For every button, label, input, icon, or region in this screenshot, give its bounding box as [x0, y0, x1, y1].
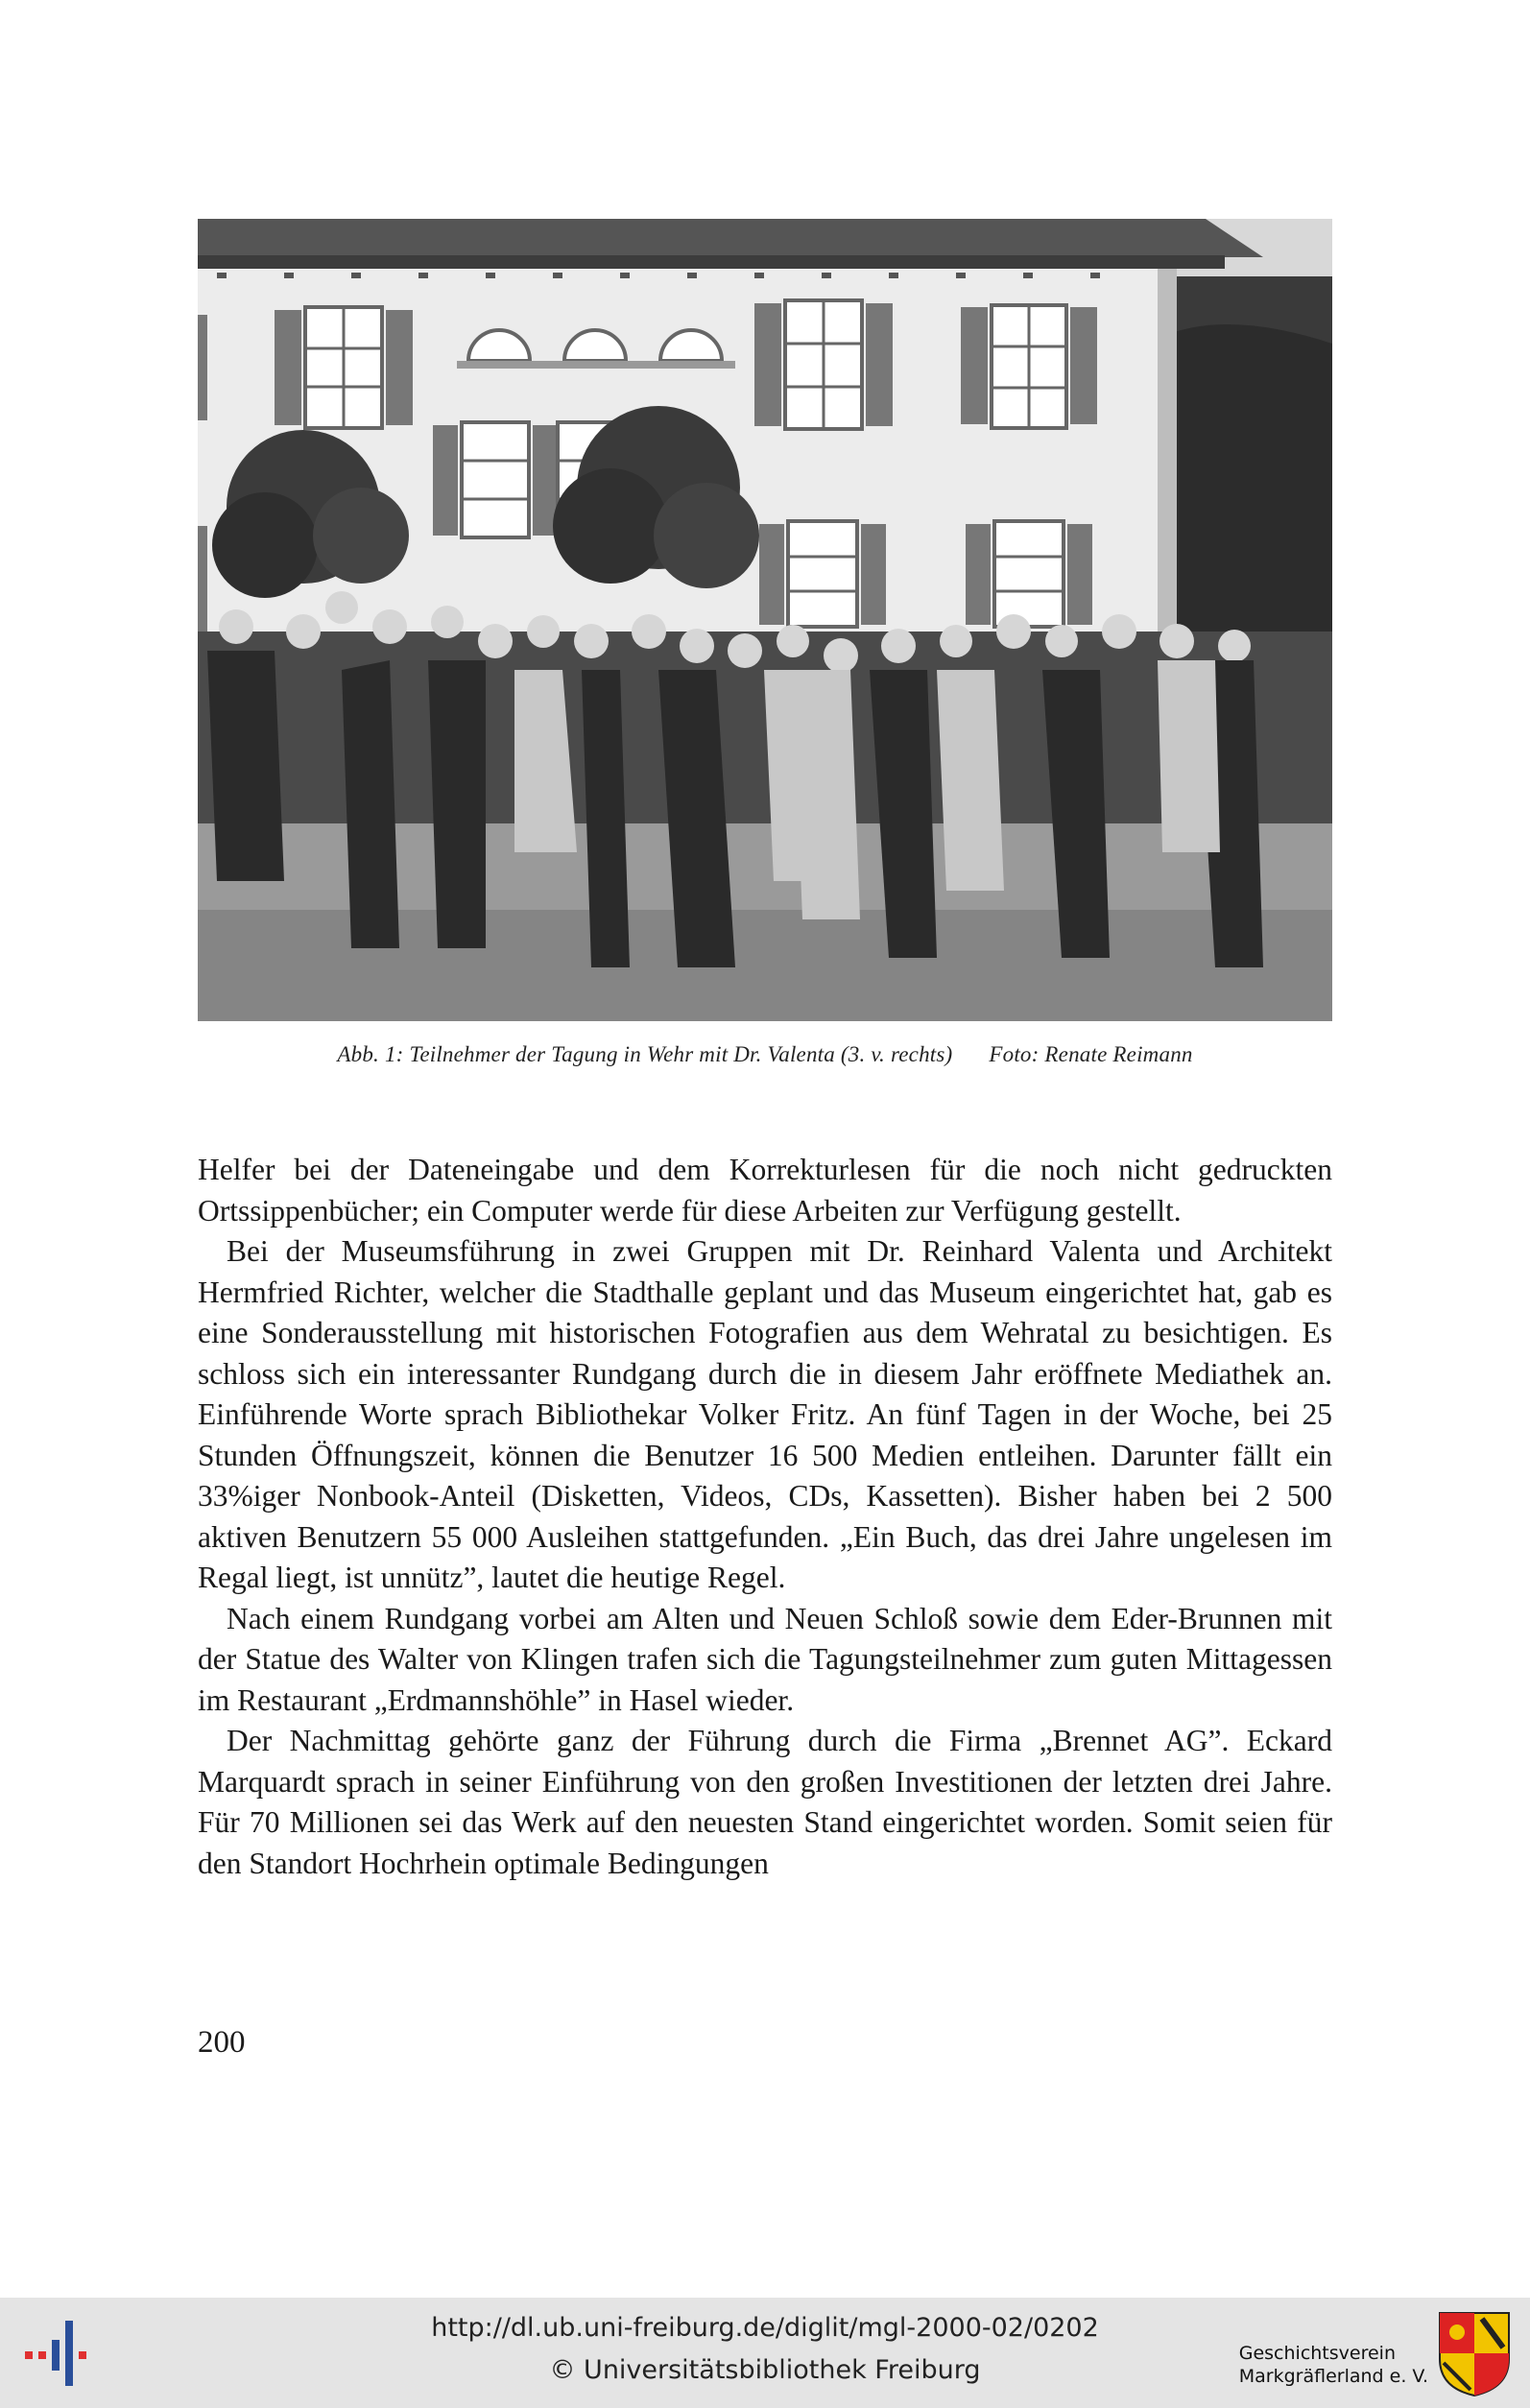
caption-text: Abb. 1: Teilnehmer der Tagung in Wehr mit Dr. Valenta (3. v. rechts): [337, 1042, 953, 1066]
source-url[interactable]: http://dl.ub.uni-freiburg.de/diglit/mgl-2000-02/0202: [431, 2313, 1099, 2343]
caption-credit: Foto: Renate Reimann: [989, 1042, 1193, 1066]
paragraph: Der Nachmittag gehörte ganz der Führung durch die Firma „Brennet AG”. Eckard Marquardt sprach in seiner Einführung von den großen Investitionen der letzten drei Jahre. Für 70 Millionen sei das Werk auf den neuesten Stand eingerichtet worden. Somit seien für den Standort Hochrhein optimale Bedingungen: [198, 1724, 1332, 1880]
society-line-1: Geschichtsverein: [1238, 2343, 1396, 2364]
photo-caption: [198, 1042, 1332, 1067]
paragraph: Helfer bei der Dateneingabe und dem Korrekturlesen für die noch nicht gedruckten Ortssippenbücher; ein Computer werde für diese Arbeiten zur Verfügung gestellt.: [198, 1153, 1332, 1228]
group-photo-building-icon: [198, 219, 1332, 1021]
footer-bar: [0, 2298, 1530, 2408]
society-line-2: Markgräflerland e. V.: [1238, 2366, 1428, 2387]
paragraph: Nach einem Rundgang vorbei am Alten und Neuen Schloß sowie dem Eder-Brunnen mit der Statue des Walter von Klingen trafen sich die Tagungsteilnehmer zum guten Mittagessen im Restaurant „Erdmannshöhle” in Hasel wieder.: [198, 1601, 1332, 1717]
society-name: [1239, 2342, 1428, 2388]
page-number: 200: [198, 2025, 246, 2060]
copyright-notice: © Universitätsbibliothek Freiburg: [549, 2355, 981, 2385]
body-text: [198, 1150, 1332, 1884]
society-crest-icon: [1436, 2309, 1513, 2397]
paragraph: Bei der Museumsführung in zwei Gruppen mit Dr. Reinhard Valenta und Architekt Hermfried Richter, welcher die Stadthalle geplant und das Museum eingerichtet hat, gab es eine Sonderausstellung mit historischen Fotografien aus dem Wehratal zu besichtigen. Es schloss sich ein interessanter Rundgang durch die in diesem Jahr eröffnete Mediathek an. Einführende Worte sprach Bibliothekar Volker Fritz. An fünf Tagen in der Woche, bei 25 Stunden Öffnungszeit, können die Benutzer 16 500 Medien entleihen. Darunter fällt ein 33%iger Nonbook-Anteil (Disketten, Videos, CDs, Kassetten). Bisher haben bei 2 500 aktiven Benutzern 55 000 Ausleihen stattgefunden. „Ein Buch, das drei Jahre ungelesen im Regal liegt, ist unnütz”, lautet die heutige Regel.: [198, 1234, 1332, 1594]
group-photo: [198, 219, 1332, 1021]
